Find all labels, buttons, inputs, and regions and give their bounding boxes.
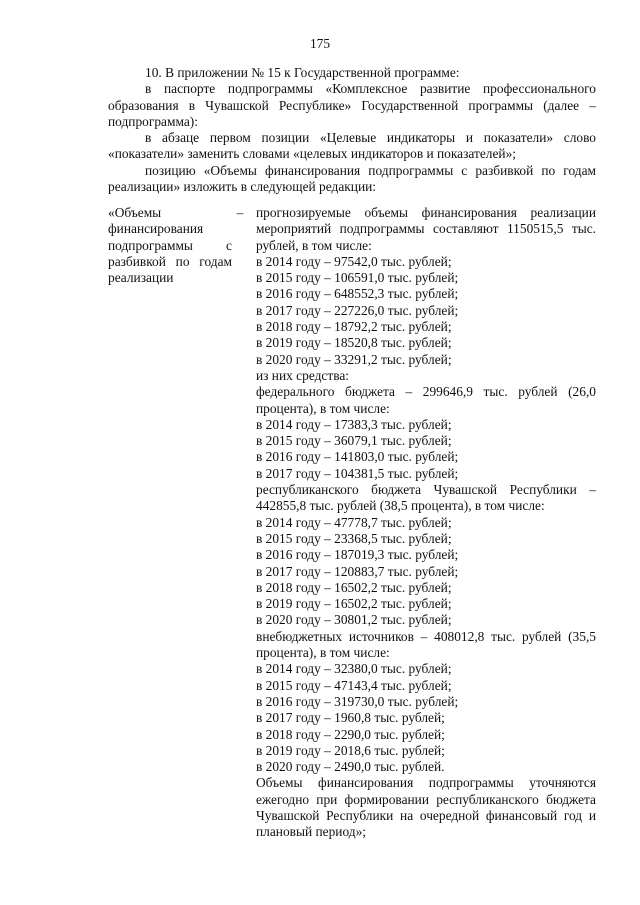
financing-text: [256, 205, 596, 841]
year-amount-line: в 2018 году – 18792,2 тыс. рублей;: [256, 319, 452, 335]
passport-line: в паспорте подпрограммы «Комплексное развитие профессионального образования в Чувашской Республике» Государственной программы (далее – подпрограмма):: [108, 81, 596, 129]
year-amount-line: в 2019 году – 16502,2 тыс. рублей;: [256, 596, 452, 612]
year-amount-line: в 2015 году – 106591,0 тыс. рублей;: [256, 270, 459, 286]
year-amount-line: в 2019 году – 18520,8 тыс. рублей;: [256, 335, 452, 351]
item-heading: 10. В приложении № 15 к Государственной программе:: [145, 65, 460, 80]
republic-years-list: [256, 515, 596, 629]
year-amount-line: в 2015 году – 47143,4 тыс. рублей;: [256, 677, 452, 693]
position-line: позицию «Объемы финансирования подпрограммы с разбивкой по годам реализации» изложить в следующей редакции:: [108, 162, 596, 195]
year-amount-line: в 2018 году – 16502,2 тыс. рублей;: [256, 579, 452, 595]
year-amount-line: в 2014 году – 32380,0 тыс. рублей;: [256, 661, 452, 677]
year-amount-line: в 2019 году – 2018,6 тыс. рублей;: [256, 742, 445, 758]
amendment-intro: [108, 65, 596, 195]
year-amount-line: в 2016 году – 141803,0 тыс. рублей;: [256, 449, 459, 465]
year-amount-line: в 2020 году – 33291,2 тыс. рублей;: [256, 351, 452, 367]
year-amount-line: в 2014 году – 47778,7 тыс. рублей;: [256, 514, 452, 530]
year-amount-line: в 2017 году – 120883,7 тыс. рублей;: [256, 563, 459, 579]
indicators-line: в абзаце первом позиции «Целевые индикаторы и показатели» слово «показатели» заменить словами «целевых индикаторов и показателей»;: [108, 130, 596, 162]
closing-note: Объемы финансирования подпрограммы уточняются ежегодно при формировании республиканского бюджета Чувашской Республики на очередной финансовый год и плановый период»;: [256, 775, 596, 840]
separator-dash: –: [236, 205, 244, 220]
year-amount-line: в 2014 году – 17383,3 тыс. рублей;: [256, 416, 452, 432]
year-amount-line: в 2017 году – 227226,0 тыс. рублей;: [256, 302, 459, 318]
year-amount-line: в 2018 году – 2290,0 тыс. рублей;: [256, 726, 445, 742]
republic-budget: республиканского бюджета Чувашской Республики – 442855,8 тыс. рублей (38,5 процента), в том числе:: [256, 482, 596, 514]
year-amount-line: в 2020 году – 2490,0 тыс. рублей.: [256, 759, 445, 775]
year-amount-line: в 2015 году – 23368,5 тыс. рублей;: [256, 530, 452, 546]
year-amount-line: в 2020 году – 30801,2 тыс. рублей;: [256, 612, 452, 628]
page-number: 175: [309, 36, 331, 51]
total-financing: прогнозируемые объемы финансирования реализации мероприятий подпрограммы составляют 1150515,5 тыс. рублей, в том числе:: [256, 205, 596, 253]
of-which-label: из них средства:: [256, 367, 350, 383]
federal-years-list: [256, 417, 596, 482]
year-amount-line: в 2017 году – 1960,8 тыс. рублей;: [256, 710, 445, 726]
year-amount-line: в 2015 году – 36079,1 тыс. рублей;: [256, 433, 452, 449]
year-amount-line: в 2016 году – 648552,3 тыс. рублей;: [256, 286, 459, 302]
total-years-list: [256, 254, 596, 368]
offbudget-years-list: [256, 661, 596, 775]
year-amount-line: в 2017 году – 104381,5 тыс. рублей;: [256, 465, 459, 481]
federal-budget: федерального бюджета – 299646,9 тыс. рублей (26,0 процента), в том числе:: [256, 384, 596, 416]
offbudget-sources: внебюджетных источников – 408012,8 тыс. рублей (35,5 процента), в том числе:: [256, 628, 596, 661]
year-amount-line: в 2016 году – 319730,0 тыс. рублей;: [256, 693, 459, 709]
year-amount-line: в 2016 году – 187019,3 тыс. рублей;: [256, 547, 459, 563]
year-amount-line: в 2014 году – 97542,0 тыс. рублей;: [256, 253, 452, 269]
position-label: «Объемы финансирования подпрограммы с разбивкой по годам реализации: [108, 205, 232, 286]
